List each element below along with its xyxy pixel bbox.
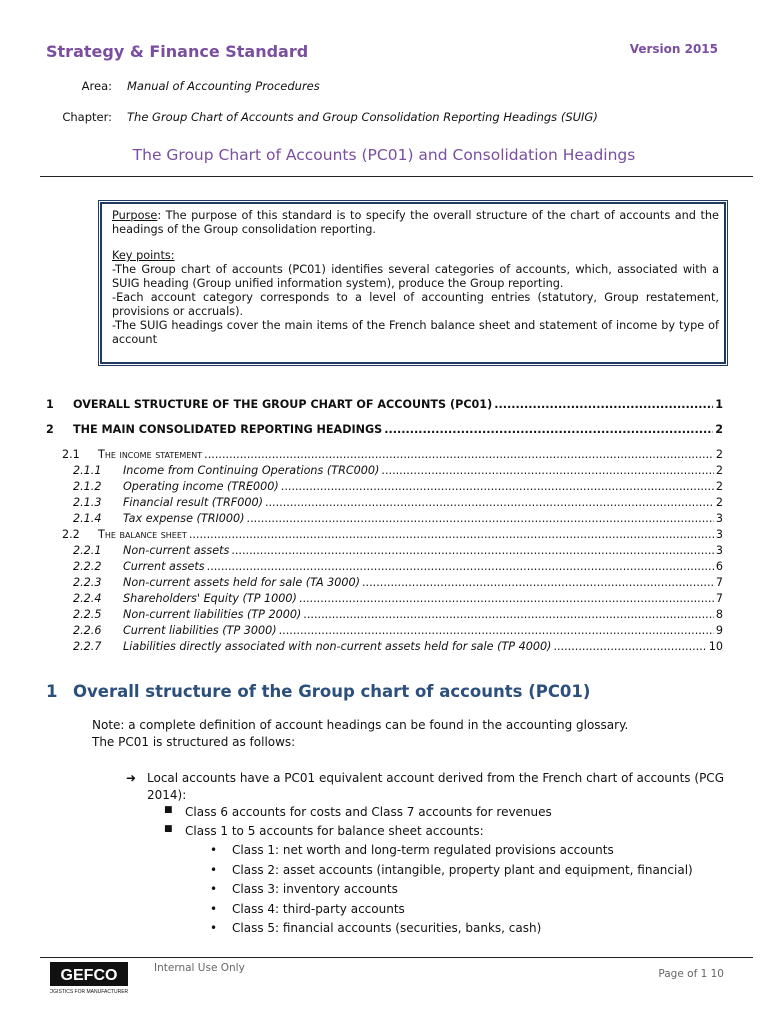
- toc-number: 2.2.1: [73, 544, 102, 557]
- toc-text: The balance sheet: [98, 528, 187, 541]
- toc-number: 2.2: [62, 528, 80, 541]
- toc-page: 2: [715, 448, 723, 461]
- key-point: -The Group chart of accounts (PC01) identifies several categories of accounts, which, associated with a SUIG heading (Group unified information system), produce the Group reporting.: [112, 263, 719, 290]
- toc-entry[interactable]: [46, 576, 723, 592]
- toc-page: 7: [715, 592, 723, 605]
- toc-entry[interactable]: [46, 544, 723, 560]
- toc-text: Current liabilities (TP 3000): [123, 624, 277, 637]
- section-number: 1: [46, 682, 58, 701]
- toc-text: OVERALL STRUCTURE OF THE GROUP CHART OF ACCOUNTS (PC01): [73, 398, 493, 411]
- version-label: Version 2015: [629, 42, 718, 56]
- toc-entry[interactable]: [46, 496, 723, 512]
- toc-page: 8: [715, 608, 723, 621]
- page-number: Page of 1 10: [658, 968, 724, 980]
- toc-number: 2.1.2: [73, 480, 102, 493]
- toc-number: 2.2.5: [73, 608, 102, 621]
- dot-bullet-icon: •: [210, 882, 218, 896]
- square-item-text: Class 1 to 5 accounts for balance sheet accounts:: [185, 824, 484, 838]
- toc-page: 3: [715, 544, 723, 557]
- square-list-item: [164, 805, 664, 821]
- classification-label: Internal Use Only: [154, 962, 245, 974]
- toc-entry[interactable]: [46, 480, 723, 496]
- bullet-list-item: [210, 843, 710, 859]
- table-of-contents: [46, 398, 723, 656]
- toc-number: 2.1: [62, 448, 80, 461]
- key-point: -Each account category corresponds to a level of accounting entries (statutory, Group restatement, provisions or accruals).: [112, 291, 719, 318]
- toc-number: 2: [46, 423, 54, 436]
- toc-number: 2.1.3: [73, 496, 102, 509]
- arrow-bullet-icon: ➜: [126, 771, 137, 785]
- toc-entry[interactable]: [46, 464, 723, 480]
- toc-text: Tax expense (TRI000): [123, 512, 245, 525]
- arrow-item-text: Local accounts have a PC01 equivalent account derived from the French chart of accounts (PCG 2014):: [147, 771, 724, 802]
- toc-page: 7: [715, 576, 723, 589]
- toc-entry[interactable]: [46, 608, 723, 624]
- section-title: Overall structure of the Group chart of accounts (PC01): [73, 682, 591, 701]
- intro-text: The PC01 is structured as follows:: [92, 735, 296, 749]
- logo-wordmark: GEFCO: [60, 967, 118, 984]
- toc-entry[interactable]: [46, 528, 723, 544]
- toc-page: 3: [715, 528, 723, 541]
- toc-entry[interactable]: [46, 448, 723, 464]
- bullet-item-text: Class 3: inventory accounts: [232, 882, 398, 896]
- toc-entry[interactable]: [46, 423, 723, 448]
- toc-text: THE MAIN CONSOLIDATED REPORTING HEADINGS: [73, 423, 383, 436]
- chapter-row: [0, 110, 768, 126]
- footer-divider: [40, 957, 753, 958]
- dot-bullet-icon: •: [210, 863, 218, 877]
- toc-number: 2.2.3: [73, 576, 102, 589]
- toc-text: Non-current assets held for sale (TA 3000): [123, 576, 360, 589]
- chapter-label: Chapter:: [62, 110, 112, 124]
- toc-entry[interactable]: [46, 512, 723, 528]
- purpose-text: : The purpose of this standard is to specify the overall structure of the chart of accounts and the headings of the Group consolidation reporting.: [112, 209, 719, 236]
- toc-text: Income from Continuing Operations (TRC000): [123, 464, 380, 477]
- toc-text: Shareholders' Equity (TP 1000): [123, 592, 297, 605]
- area-value: Manual of Accounting Procedures: [127, 79, 320, 93]
- purpose-box: [98, 200, 728, 366]
- bullet-list-item: [210, 921, 710, 937]
- toc-page: 10: [708, 640, 723, 653]
- bullet-item-text: Class 5: financial accounts (securities, banks, cash): [232, 921, 542, 935]
- toc-page: 6: [715, 560, 723, 573]
- toc-entry[interactable]: [46, 640, 723, 656]
- toc-text: Financial result (TRF000): [123, 496, 263, 509]
- bullet-item-text: Class 4: third-party accounts: [232, 902, 405, 916]
- square-bullet-icon: ■: [164, 824, 173, 834]
- title-divider: [40, 176, 753, 177]
- area-row: [0, 79, 768, 95]
- section-heading: [46, 682, 590, 701]
- bullet-list-item: [210, 902, 710, 918]
- toc-text: The income statement: [98, 448, 203, 461]
- toc-page: 9: [715, 624, 723, 637]
- standard-title: Strategy & Finance Standard: [46, 42, 309, 61]
- toc-number: 2.2.4: [73, 592, 102, 605]
- gefco-logo: [50, 962, 128, 996]
- document-title: The Group Chart of Accounts (PC01) and Consolidation Headings: [132, 146, 636, 164]
- bullet-item-text: Class 1: net worth and long-term regulated provisions accounts: [232, 843, 614, 857]
- toc-page: 1: [715, 398, 723, 411]
- toc-number: 2.1.4: [73, 512, 102, 525]
- toc-text: Non-current assets: [123, 544, 230, 557]
- toc-text: Liabilities directly associated with non-current assets held for sale (TP 4000): [123, 640, 552, 653]
- toc-text: Non-current liabilities (TP 2000): [123, 608, 302, 621]
- toc-number: 2.2.7: [73, 640, 102, 653]
- dot-bullet-icon: •: [210, 921, 218, 935]
- dot-bullet-icon: •: [210, 843, 218, 857]
- chapter-value: The Group Chart of Accounts and Group Consolidation Reporting Headings (SUIG): [127, 110, 598, 124]
- square-list-item: [164, 824, 664, 840]
- bullet-list-item: [210, 863, 710, 879]
- toc-page: 2: [715, 423, 723, 436]
- bullet-list-item: [210, 882, 710, 898]
- logo-tagline: LOGISTICS FOR MANUFACTURERS: [50, 989, 128, 995]
- toc-number: 2.2.6: [73, 624, 102, 637]
- toc-number: 1: [46, 398, 54, 411]
- key-points-label: Key points:: [112, 249, 175, 262]
- bullet-item-text: Class 2: asset accounts (intangible, property plant and equipment, financial): [232, 863, 693, 877]
- toc-entry[interactable]: [46, 560, 723, 576]
- dot-bullet-icon: •: [210, 902, 218, 916]
- purpose-label: Purpose: [112, 209, 158, 222]
- arrow-list-item: [126, 770, 724, 804]
- toc-entry[interactable]: [46, 398, 723, 423]
- toc-page: 2: [715, 464, 723, 477]
- toc-page: 3: [715, 512, 723, 525]
- square-item-text: Class 6 accounts for costs and Class 7 accounts for revenues: [185, 805, 552, 819]
- square-bullet-icon: ■: [164, 805, 173, 815]
- toc-entry[interactable]: [46, 592, 723, 608]
- area-label: Area:: [81, 79, 112, 93]
- toc-text: Operating income (TRE000): [123, 480, 279, 493]
- toc-number: 2.1.1: [73, 464, 102, 477]
- purpose-paragraph: [112, 209, 719, 237]
- toc-page: 2: [715, 496, 723, 509]
- note-text: Note: a complete definition of account headings can be found in the accounting glossary.: [92, 718, 629, 732]
- toc-number: 2.2.2: [73, 560, 102, 573]
- toc-page: 2: [715, 480, 723, 493]
- key-point: -The SUIG headings cover the main items of the French balance sheet and statement of income by type of account: [112, 319, 719, 346]
- toc-entry[interactable]: [46, 624, 723, 640]
- toc-text: Current assets: [123, 560, 205, 573]
